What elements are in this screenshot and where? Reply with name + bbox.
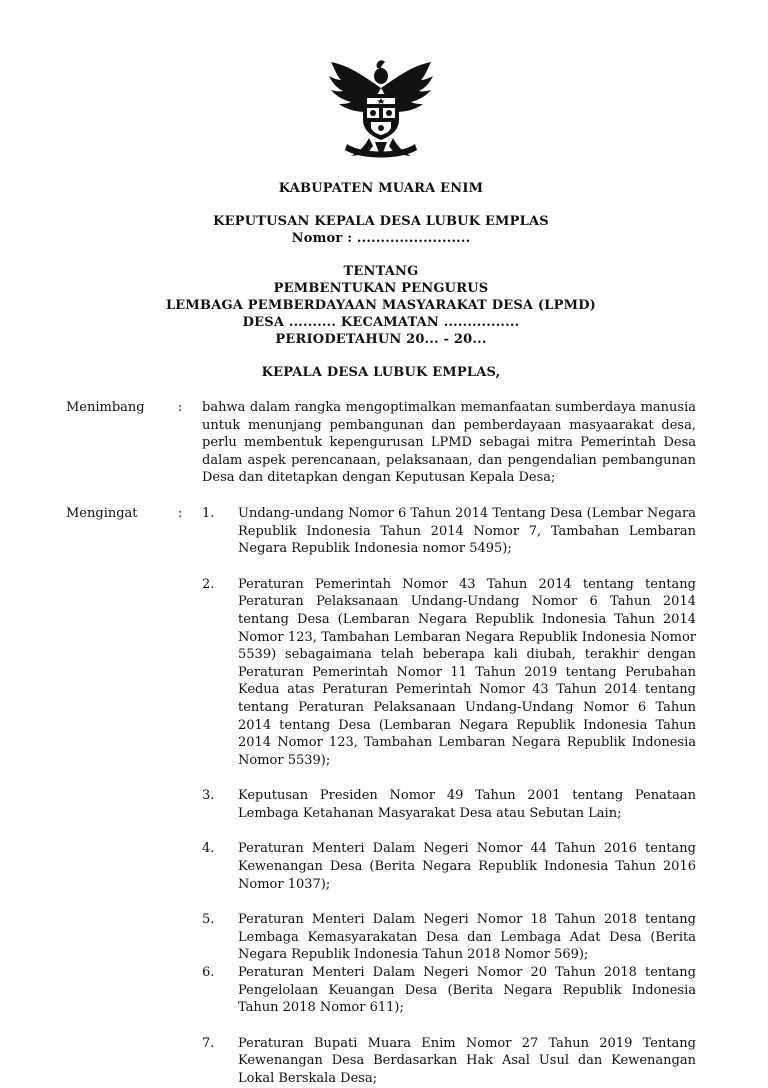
list-item: [202, 911, 696, 964]
list-item-number: 3.: [202, 788, 215, 804]
list-item-text: Peraturan Pemerintah Nomor 43 Tahun 2014 tentang tentang Peraturan Pelaksanaan Undang-Undang Nomor 6 Tahun 2014 tentang Desa (Lembaran Negara Republik Indonesia Tahun 2014 Nomor 123, Tambahan Lembaran Negara Republik Indonesia Nomor 5539) sebagaimana telah beberapa kali diubah, terakhir dengan Peraturan Pemerintah Nomor 11 Tahun 2019 tentang Perubahan Kedua atas Peraturan Pemerintah Nomor 43 Tahun 2014 tentang tentang Peraturan Pelaksanaan Undang-Undang Nomor 6 Tahun 2014 tentang Desa (Lembaran Negara Republik Indonesia Tahun 2014 Nomor 123, Tambahan Lembaran Negara Republik Indonesia Nomor 5539);: [238, 576, 696, 768]
mengingat-label: Mengingat: [66, 505, 138, 521]
mengingat-colon: :: [178, 505, 183, 521]
menimbang-section: [66, 399, 696, 487]
subject-line-3: DESA .......... KECAMATAN ................: [242, 315, 520, 330]
subject-line-2: LEMBAGA PEMBERDAYAAN MASYARAKAT DESA (LPMD): [165, 298, 597, 313]
list-item-text: Undang-undang Nomor 6 Tahun 2014 Tentang Desa (Lembar Negara Republik Indonesia Tahun 2014 Nomor 7, Tambahan Lembaran Negara Republik Indonesia nomor 5495);: [238, 505, 696, 557]
regency-name: KABUPATEN MUARA ENIM: [278, 181, 484, 196]
list-item-text: Peraturan Menteri Dalam Negeri Nomor 20 Tahun 2018 tentang Pengelolaan Keuangan Desa (Berita Negara Republik Indonesia Tahun 2018 Nomor 611);: [238, 965, 696, 1016]
menimbang-text: bahwa dalam rangka mengoptimalkan memanfaatan sumberdaya manusia untuk menunjang pembangunan dan pemberdayaan masyaarakat desa, perlu membentuk kepengurusan LPMD sebagai mitra Pemerintah Desa dalam aspek perencanaan, pelaksanaan, dan pengendalian pembangunan Desa dan ditetapkan dengan Keputusan Kepala Desa;: [202, 400, 696, 486]
list-item-text: Keputusan Presiden Nomor 49 Tahun 2001 tentang Penataan Lembaga Ketahanan Masyarakat Desa atau Sebutan Lain;: [238, 788, 696, 821]
issuer-line: KEPALA DESA LUBUK EMPLAS,: [261, 365, 501, 380]
list-item-number: 4.: [202, 841, 215, 857]
menimbang-label: Menimbang: [66, 400, 145, 415]
about-label: TENTANG: [343, 264, 419, 279]
menimbang-colon: :: [178, 400, 183, 415]
mengingat-list: [202, 505, 696, 1088]
subject-line-1: PEMBENTUKAN PENGURUS: [273, 281, 489, 296]
list-item: [202, 964, 696, 1017]
list-item-number: 5.: [202, 912, 215, 928]
garuda-emblem-icon: [311, 58, 451, 162]
list-item-number: 6.: [202, 965, 215, 981]
mengingat-section: [66, 505, 696, 1088]
list-item: [202, 505, 696, 558]
subject-line-4: PERIODETAHUN 20... - 20...: [275, 332, 487, 347]
list-item-text: Peraturan Menteri Dalam Negeri Nomor 44 Tahun 2016 tentang Kewenangan Desa (Berita Negara Republik Indonesia Tahun 2016 Nomor 1037);: [238, 841, 696, 892]
list-item-text: Peraturan Menteri Dalam Negeri Nomor 18 Tahun 2018 tentang Lembaga Kemasyarakatan Desa dan Lembaga Adat Desa (Berita Negara Republik Indonesia Tahun 2018 Nomor 569);: [238, 912, 696, 963]
list-item: [202, 1035, 696, 1088]
list-item: [202, 576, 696, 770]
list-item: [202, 787, 696, 822]
list-item-text: Peraturan Bupati Muara Enim Nomor 27 Tahun 2019 Tentang Kewenangan Desa Berdasarkan Hak Asal Usul dan Kewenangan Lokal Berskala Desa;: [238, 1035, 696, 1086]
decree-heading: [66, 162, 696, 381]
decree-number: Nomor : ........................: [291, 231, 471, 246]
decree-title: KEPUTUSAN KEPALA DESA LUBUK EMPLAS: [213, 214, 549, 229]
list-item-number: 7.: [202, 1035, 215, 1051]
list-item: [202, 840, 696, 893]
list-item-number: 2.: [202, 576, 215, 592]
list-item-number: 1.: [202, 505, 215, 521]
